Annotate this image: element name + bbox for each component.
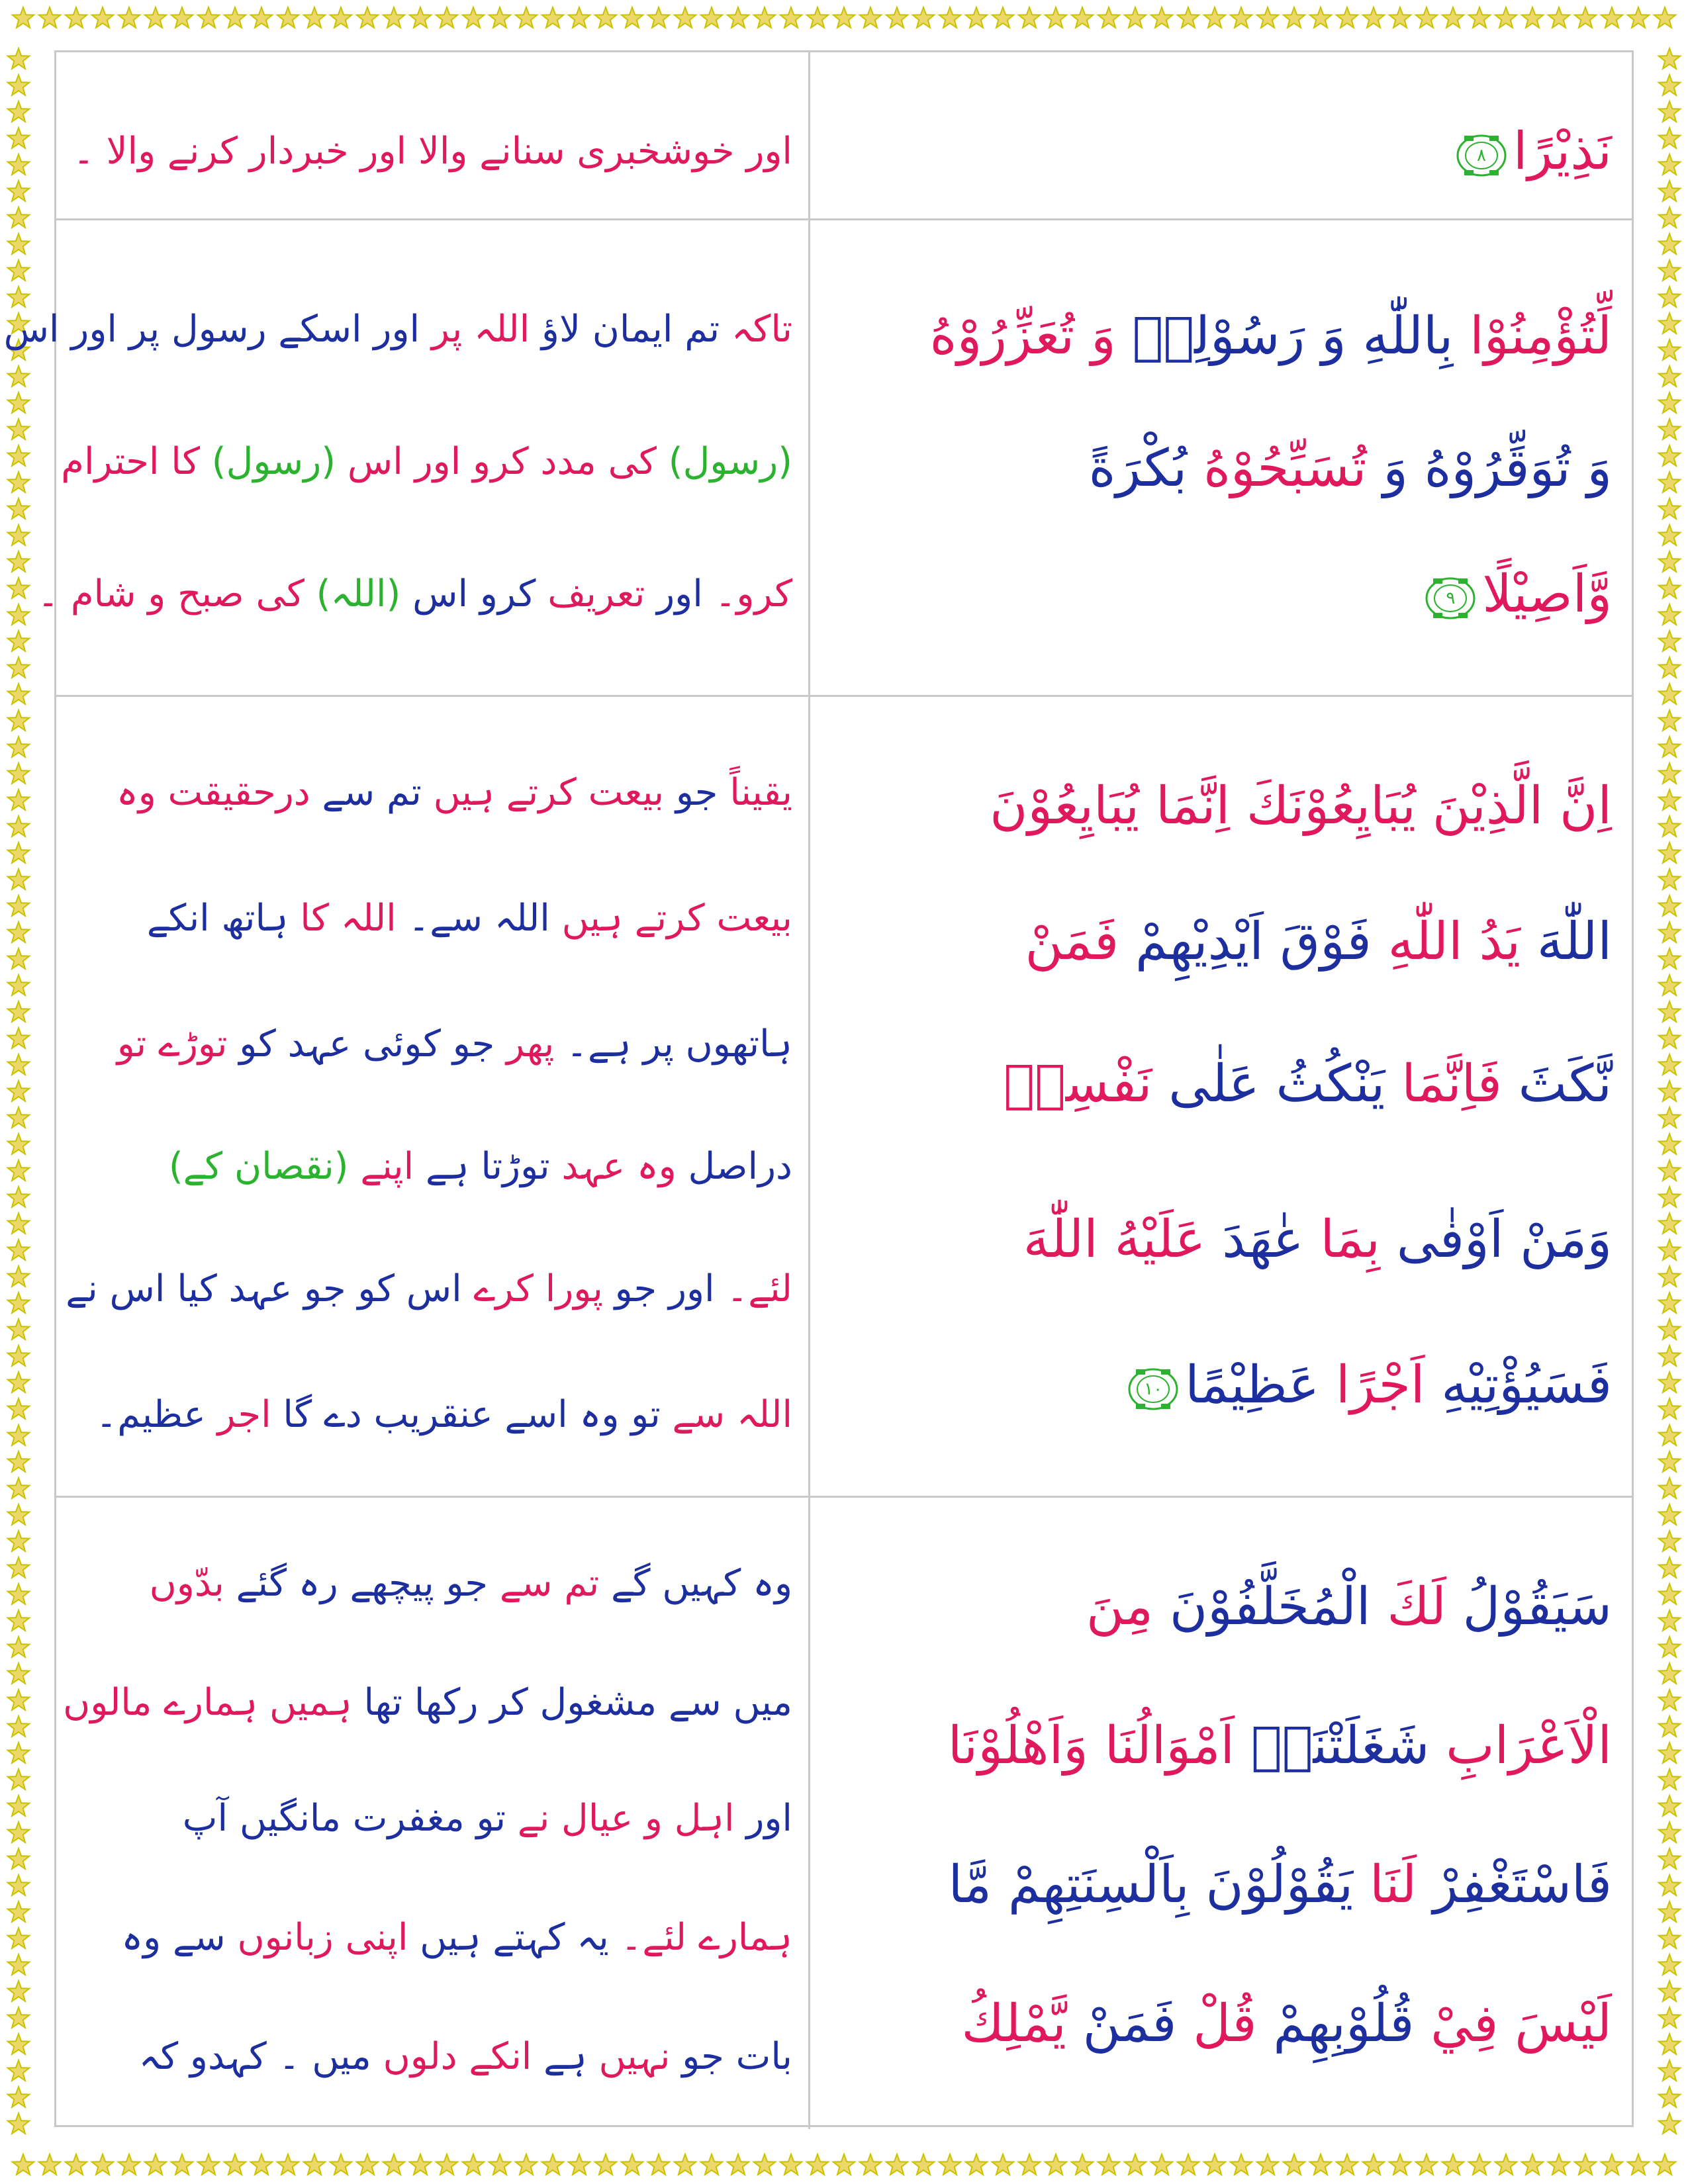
arabic-text-segment: شَغَلَتْنَاۤ [1235,1716,1430,1776]
arabic-text-segment: الْمُخَلَّفُوْنَ [1153,1577,1371,1637]
urdu-text-segment: تم سے [310,771,422,814]
arabic-text-segment: قُلْ [1176,1994,1257,2054]
urdu-text-segment: وہ کہیں گے [599,1562,792,1605]
urdu-text-segment: ہمارے لئے۔ [608,1916,792,1959]
star-row-bottom-icon [0,2147,1688,2184]
urdu-line [66,1259,792,1319]
urdu-text-segment: جو کوئی عہد کو [227,1023,495,1066]
arabic-line [830,558,1612,631]
arabic-text-segment: لِّتُؤْمِنُوْا [1470,306,1612,366]
urdu-line [76,1385,792,1445]
urdu-text-segment: میں سے [657,1681,792,1724]
arabic-line [830,1848,1612,1921]
urdu-text-segment: پورا کرے [461,1267,603,1310]
arabic-cell [808,1498,1632,2129]
arabic-text-segment: لَكَ [1370,1577,1446,1637]
urdu-text-segment: بیعت کرتے ہیں [421,771,665,814]
star-row-top-icon [0,0,1688,37]
arabic-text-segment: لَنَا [1353,1855,1417,1915]
urdu-line [63,1673,792,1733]
urdu-text-segment: اللہ پر [420,308,530,351]
urdu-text-segment: تم سے [488,1562,600,1605]
star-border-top [0,0,1688,37]
urdu-text-segment: توڑے تو [117,1023,228,1066]
urdu-cell [56,697,812,1496]
urdu-text-segment: (رسول) [656,440,792,483]
arabic-text-segment: مِنَ [1086,1577,1154,1637]
arabic-text-segment: وَاَهْلُوْنَا [947,1716,1088,1776]
urdu-text-segment: یہ کہتے ہیں [408,1916,609,1959]
urdu-text-segment: اللہ سے۔ [396,897,550,940]
urdu-text-segment: تو وہ اسے عنقریب دے گا [271,1393,661,1436]
urdu-text-segment: کرو اس [400,572,536,615]
arabic-text-segment: وَ تُعَزِّرُوْهُ [929,306,1116,366]
urdu-line [37,565,792,624]
urdu-text-segment: توڑتا ہے [414,1145,550,1188]
urdu-line [76,1789,792,1848]
urdu-cell [56,52,812,218]
arabic-text-segment: وَّاَصِيْلًا [1482,565,1612,624]
urdu-text-segment: (نقصان کے) [168,1145,349,1188]
arabic-line [830,1203,1612,1276]
arabic-line [830,300,1612,373]
urdu-text-segment: میں ۔ کہدو کہ [138,2035,371,2078]
urdu-text-segment: تو مغفرت مانگیں آپ [182,1797,506,1840]
ayah-number-medallion-icon [1127,1367,1180,1412]
star-border-right [1651,37,1688,2147]
urdu-line [3,300,792,359]
urdu-text-segment: کرو۔ [702,572,792,615]
arabic-text-segment: فَمَنْ [1025,912,1119,972]
arabic-text-segment: عَلَيْهُ اللّٰهَ [1023,1210,1206,1269]
ayah-number-medallion-icon [1455,133,1508,178]
arabic-line [830,432,1612,505]
urdu-text-segment: اللہ کا [288,897,397,940]
urdu-line [76,1015,792,1074]
urdu-text-segment: کی صبح و شام ۔ [37,572,305,615]
urdu-text-segment: ہے [532,2035,587,2078]
arabic-text-segment: فَسَيُؤْتِيْهِ [1425,1355,1612,1415]
urdu-line [61,432,792,492]
arabic-text-segment: يَّمْلِكُ [961,1994,1066,2054]
urdu-line [76,1554,792,1614]
urdu-text-segment: ہاتھوں پر ہے۔ [554,1023,792,1066]
urdu-text-segment: جو [434,1562,489,1605]
urdu-text-segment: کی مدد کرو اور اس [336,440,657,483]
urdu-text-segment: وہ عہد [549,1145,677,1188]
urdu-text-segment: لئے۔ [714,1267,792,1310]
urdu-cell [3,220,812,695]
translation-table [3,50,1634,2127]
arabic-line [830,1987,1612,2060]
arabic-text-segment: عٰهَدَ [1205,1210,1304,1269]
urdu-line [76,2027,792,2087]
urdu-text-segment: بات جو [670,2035,792,2078]
arabic-text-segment: اِنَّمَا يُبَايِعُوْنَ [990,776,1231,836]
arabic-line [830,770,1612,842]
urdu-line [76,1137,792,1197]
arabic-line [830,905,1612,978]
urdu-text-segment: تعریف [536,572,645,615]
arabic-text-segment: وَمَنْ اَوْفٰى [1380,1210,1612,1269]
arabic-cell [808,52,1632,218]
urdu-text-segment: اجر [205,1393,271,1436]
arabic-text-segment: لَيْسَ فِيْ [1414,1994,1612,2054]
arabic-line [830,115,1612,188]
arabic-line [830,1570,1612,1643]
arabic-line [830,1349,1612,1422]
urdu-text-segment: اپنے [348,1145,414,1188]
urdu-text-segment: بدّوں [149,1562,224,1605]
arabic-text-segment: اَمْوَالُنَا [1088,1716,1235,1776]
urdu-text-segment: یقیناً [718,771,792,814]
urdu-line [72,122,792,181]
urdu-text-segment: اور [734,1797,792,1840]
arabic-text-segment: فَمَنْ [1066,1994,1177,2054]
arabic-text-segment: اللّٰهَ [1521,912,1612,972]
arabic-text-segment: يَقُوْلُوْنَ [1189,1855,1354,1915]
arabic-text-segment: بُكْرَةً [1088,439,1204,498]
star-column-right-icon [1651,37,1688,2147]
urdu-text-segment: دراصل [676,1145,792,1188]
arabic-text-segment: تُسَبِّحُوْهُ [1203,439,1367,498]
urdu-line [76,1908,792,1968]
urdu-text-segment: ہمیں [258,1681,352,1724]
star-border-bottom [0,2147,1688,2184]
urdu-text-segment: تم ایمان لاؤ [530,308,720,351]
urdu-text-segment: اور [645,572,703,615]
urdu-text-segment: پھر [494,1023,555,1066]
urdu-text-segment: سے وہ [121,1916,226,1959]
urdu-line [76,889,792,948]
verse-row-10 [56,697,1632,1498]
arabic-text-segment: فَاِنَّمَا [1385,1054,1502,1114]
urdu-text-segment: پیچھے رہ گئے [224,1562,434,1605]
arabic-text-segment: نَفْسِهٖ [1004,1054,1152,1114]
urdu-text-segment: تاکہ [720,308,792,351]
arabic-text-segment: وَ [1366,439,1425,498]
arabic-text-segment: اِنَّ الَّذِيْنَ يُبَايِعُوْنَكَ [1230,776,1612,836]
urdu-text-segment: ہمارے مالوں [63,1681,258,1724]
arabic-text-segment: الْاَعْرَابِ [1429,1716,1612,1776]
urdu-text-segment: اور جو [602,1267,715,1310]
ayah-number: ٩ [1446,588,1456,608]
urdu-text-segment: اور اسکے رسول پر اور اس [3,308,420,351]
arabic-text-segment: فَاسْتَغْفِرْ [1417,1855,1612,1915]
ayah-number: ١٠ [1144,1379,1163,1399]
arabic-text-segment: قُلُوْبِهِمْ [1256,1994,1415,2054]
urdu-line [76,763,792,823]
arabic-text-segment: بِاَلْسِنَتِهِمْ [992,1855,1190,1915]
urdu-text-segment: اور خوشخبری سنانے والا اور خبردار کرنے والا ۔ [72,130,792,173]
ayah-number-medallion-icon [1424,576,1477,621]
arabic-text-segment: سَيَقُوْلُ [1446,1577,1612,1637]
urdu-text-segment: جو [664,771,718,814]
arabic-text-segment: بِمَا [1303,1210,1380,1269]
verse-row-11 [56,1498,1632,2129]
arabic-line [830,1048,1612,1120]
arabic-text-segment: عَظِيْمًا [1185,1355,1320,1415]
arabic-text-segment: نَذِيْرًا [1513,122,1612,181]
urdu-text-segment: ہاتھ انکے [146,897,289,940]
urdu-text-segment: نہیں [586,2035,671,2078]
urdu-text-segment: اس کو جو عہد کیا اس نے [66,1267,462,1310]
arabic-text-segment: يَنْكُثُ عَلٰى [1152,1054,1385,1114]
arabic-text-segment: وَ تُوَقِّرُوْهُ [1424,439,1612,498]
ayah-number: ٨ [1476,145,1486,165]
urdu-text-segment: اہل و عیال نے [506,1797,735,1840]
arabic-text-segment: اَجْرًا [1319,1355,1425,1415]
arabic-text-segment: نَّكَثَ [1501,1054,1612,1114]
arabic-text-segment: يَدُ اللّٰهِ [1371,912,1521,972]
urdu-text-segment: کا احترام [61,440,200,483]
urdu-text-segment: اپنی زبانوں [225,1916,408,1959]
urdu-text-segment: بیعت کرتے ہیں [549,897,792,940]
verse-row-8 [56,52,1632,220]
arabic-text-segment: مَّا [948,1855,992,1915]
urdu-text-segment: مشغول کر رکھا تھا [352,1681,657,1724]
urdu-text-segment: اللہ سے [660,1393,792,1436]
arabic-text-segment: فَوْقَ اَيْدِيْهِمْ [1119,912,1372,972]
urdu-text-segment: (اللہ) [304,572,401,615]
urdu-text-segment: عظیم۔ [95,1393,206,1436]
urdu-text-segment: درحقیقت وہ [116,771,310,814]
arabic-cell [808,697,1632,1496]
urdu-text-segment: انکے دلوں [371,2035,532,2078]
urdu-cell [56,1498,812,2129]
urdu-text-segment: (رسول) [200,440,336,483]
arabic-cell [808,220,1632,695]
arabic-text-segment: بِاللّٰهِ وَ رَسُوْلِهٖ [1115,306,1470,366]
verse-row-9 [3,220,1632,697]
arabic-line [830,1709,1612,1782]
